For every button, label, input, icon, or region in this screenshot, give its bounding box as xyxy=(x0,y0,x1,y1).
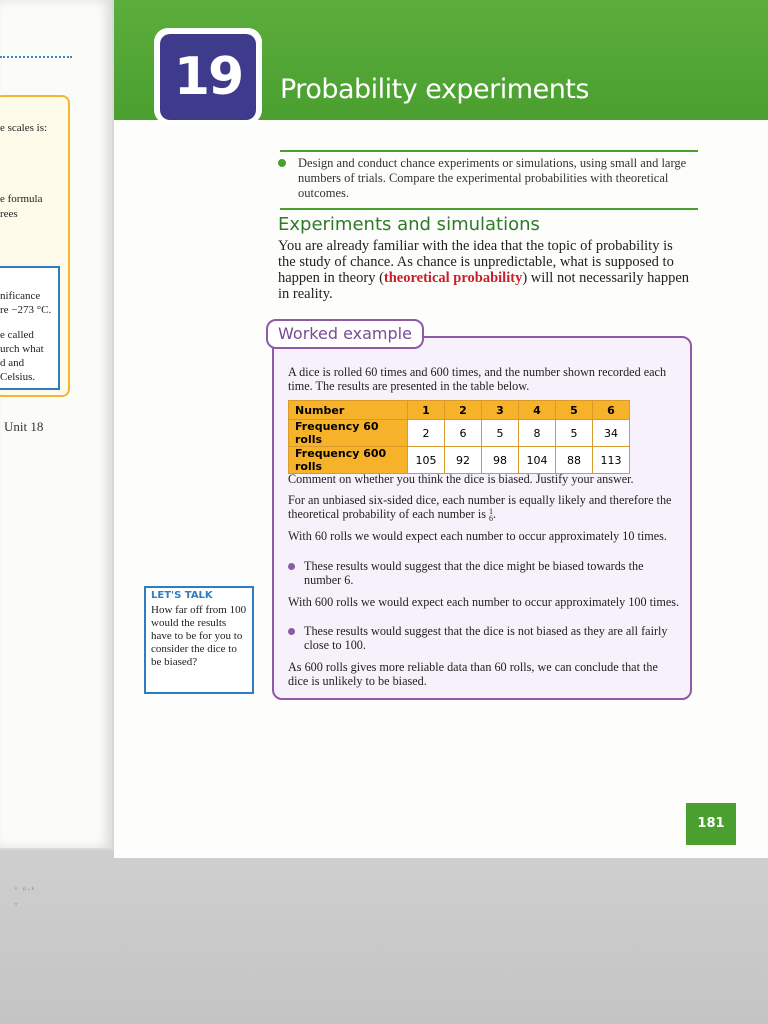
scribble-mark: ⁿ ᵖ·ᵏ xyxy=(14,886,36,894)
left-text-line: re −273 °C. xyxy=(0,304,52,316)
example-paragraph: For an unbiased six-sided dice, each number is equally likely and therefore the theoretical probability of each number is 1 6. xyxy=(288,493,672,524)
worked-example-label: Worked example xyxy=(266,319,424,349)
table-row xyxy=(289,420,630,447)
left-text-line: nificance xyxy=(0,290,41,302)
dotted-rule xyxy=(0,56,72,58)
bullet-text: These results would suggest that the dice is not biased as they are all fairly close to 100. xyxy=(304,624,668,652)
table-cell: 5 xyxy=(482,420,519,447)
bullet-icon xyxy=(278,159,286,167)
row-label: Frequency 600 rolls xyxy=(289,447,408,474)
table-header-cell: 2 xyxy=(445,401,482,420)
intro-text: ) will not necessarily happen in reality. xyxy=(278,270,690,302)
table-cell: 113 xyxy=(593,447,630,474)
table-cell: 98 xyxy=(482,447,519,474)
example-prompt: Comment on whether you think the dice is biased. Justify your answer. xyxy=(288,472,634,486)
example-conclusion: As 600 rolls gives more reliable data than 60 rolls, we can conclude that the dice is unlikely to be biased. xyxy=(288,660,658,688)
bullet-icon xyxy=(288,628,295,635)
table-header-cell: 5 xyxy=(556,401,593,420)
table-cell: 92 xyxy=(445,447,482,474)
table-cell: 88 xyxy=(556,447,593,474)
fraction-denominator: 6 xyxy=(489,514,494,524)
example-paragraph: With 600 rolls we would expect each number to occur approximately 100 times. xyxy=(288,595,680,609)
intro-text: You are already familiar with the idea that the topic of probability is the study of chance. As chance is unpredictable, what is supposed to happen in theory ( xyxy=(278,238,674,286)
lets-talk-heading: LET'S TALK xyxy=(151,590,213,601)
left-text-line: e formula xyxy=(0,193,43,205)
left-text-line: e called xyxy=(0,329,34,341)
table-header-cell: 3 xyxy=(482,401,519,420)
page-number: 181 xyxy=(686,803,736,845)
divider-top xyxy=(280,150,698,152)
unit-label: Unit 18 xyxy=(4,419,44,434)
example-bullet xyxy=(288,559,680,587)
table-cell: 5 xyxy=(556,420,593,447)
chapter-number: 19 xyxy=(160,34,256,120)
lets-talk-body: How far off from 100 would the results have to be for you to consider the dice to be biased? xyxy=(151,604,247,668)
left-text-line: d and xyxy=(0,357,25,369)
example-paragraph: With 60 rolls we would expect each number to occur approximately 10 times. xyxy=(288,529,667,543)
objective-text: Design and conduct chance experiments or simulations, using small and large numbers of trials. Compare the experimental probabilities with theoretical outcomes. xyxy=(298,156,687,200)
fraction-numerator: 1 xyxy=(489,507,494,517)
table-cell: 105 xyxy=(408,447,445,474)
table-cell: 6 xyxy=(445,420,482,447)
table-header-cell: 1 xyxy=(408,401,445,420)
table-cell: 104 xyxy=(519,447,556,474)
intro-paragraph xyxy=(278,238,694,302)
table-cell: 2 xyxy=(408,420,445,447)
table-cell: 34 xyxy=(593,420,630,447)
section-heading: Experiments and simulations xyxy=(278,214,540,235)
left-page xyxy=(0,0,112,848)
key-term: theoretical probability xyxy=(383,270,523,286)
table-surface xyxy=(0,850,768,1024)
table-row xyxy=(289,401,630,420)
bullet-text: These results would suggest that the dice might be biased towards the number 6. xyxy=(304,559,644,587)
scribble-mark: ᵗ xyxy=(14,902,19,910)
chapter-title: Probability experiments xyxy=(280,74,589,105)
divider-bottom xyxy=(280,208,698,210)
results-table xyxy=(288,400,630,474)
left-text-line: rees xyxy=(0,208,18,220)
left-text-line: urch what xyxy=(0,343,44,355)
table-cell: 8 xyxy=(519,420,556,447)
row-label: Frequency 60 rolls xyxy=(289,420,408,447)
example-question: A dice is rolled 60 times and 600 times, and the number shown recorded each time. The results are presented in the table below. xyxy=(288,365,667,393)
learning-objective xyxy=(280,156,690,201)
fraction xyxy=(489,508,493,522)
table-header-label: Number xyxy=(289,401,408,420)
example-bullet xyxy=(288,624,680,652)
paragraph-text: For an unbiased six-sided dice, each number is equally likely and therefore the theoretical probability of each number is xyxy=(288,493,672,521)
left-text-line: Celsius. xyxy=(0,371,36,383)
table-header-cell: 6 xyxy=(593,401,630,420)
table-header-cell: 4 xyxy=(519,401,556,420)
table-row xyxy=(289,447,630,474)
bullet-icon xyxy=(288,563,295,570)
left-text-line: e scales is: xyxy=(0,122,48,134)
